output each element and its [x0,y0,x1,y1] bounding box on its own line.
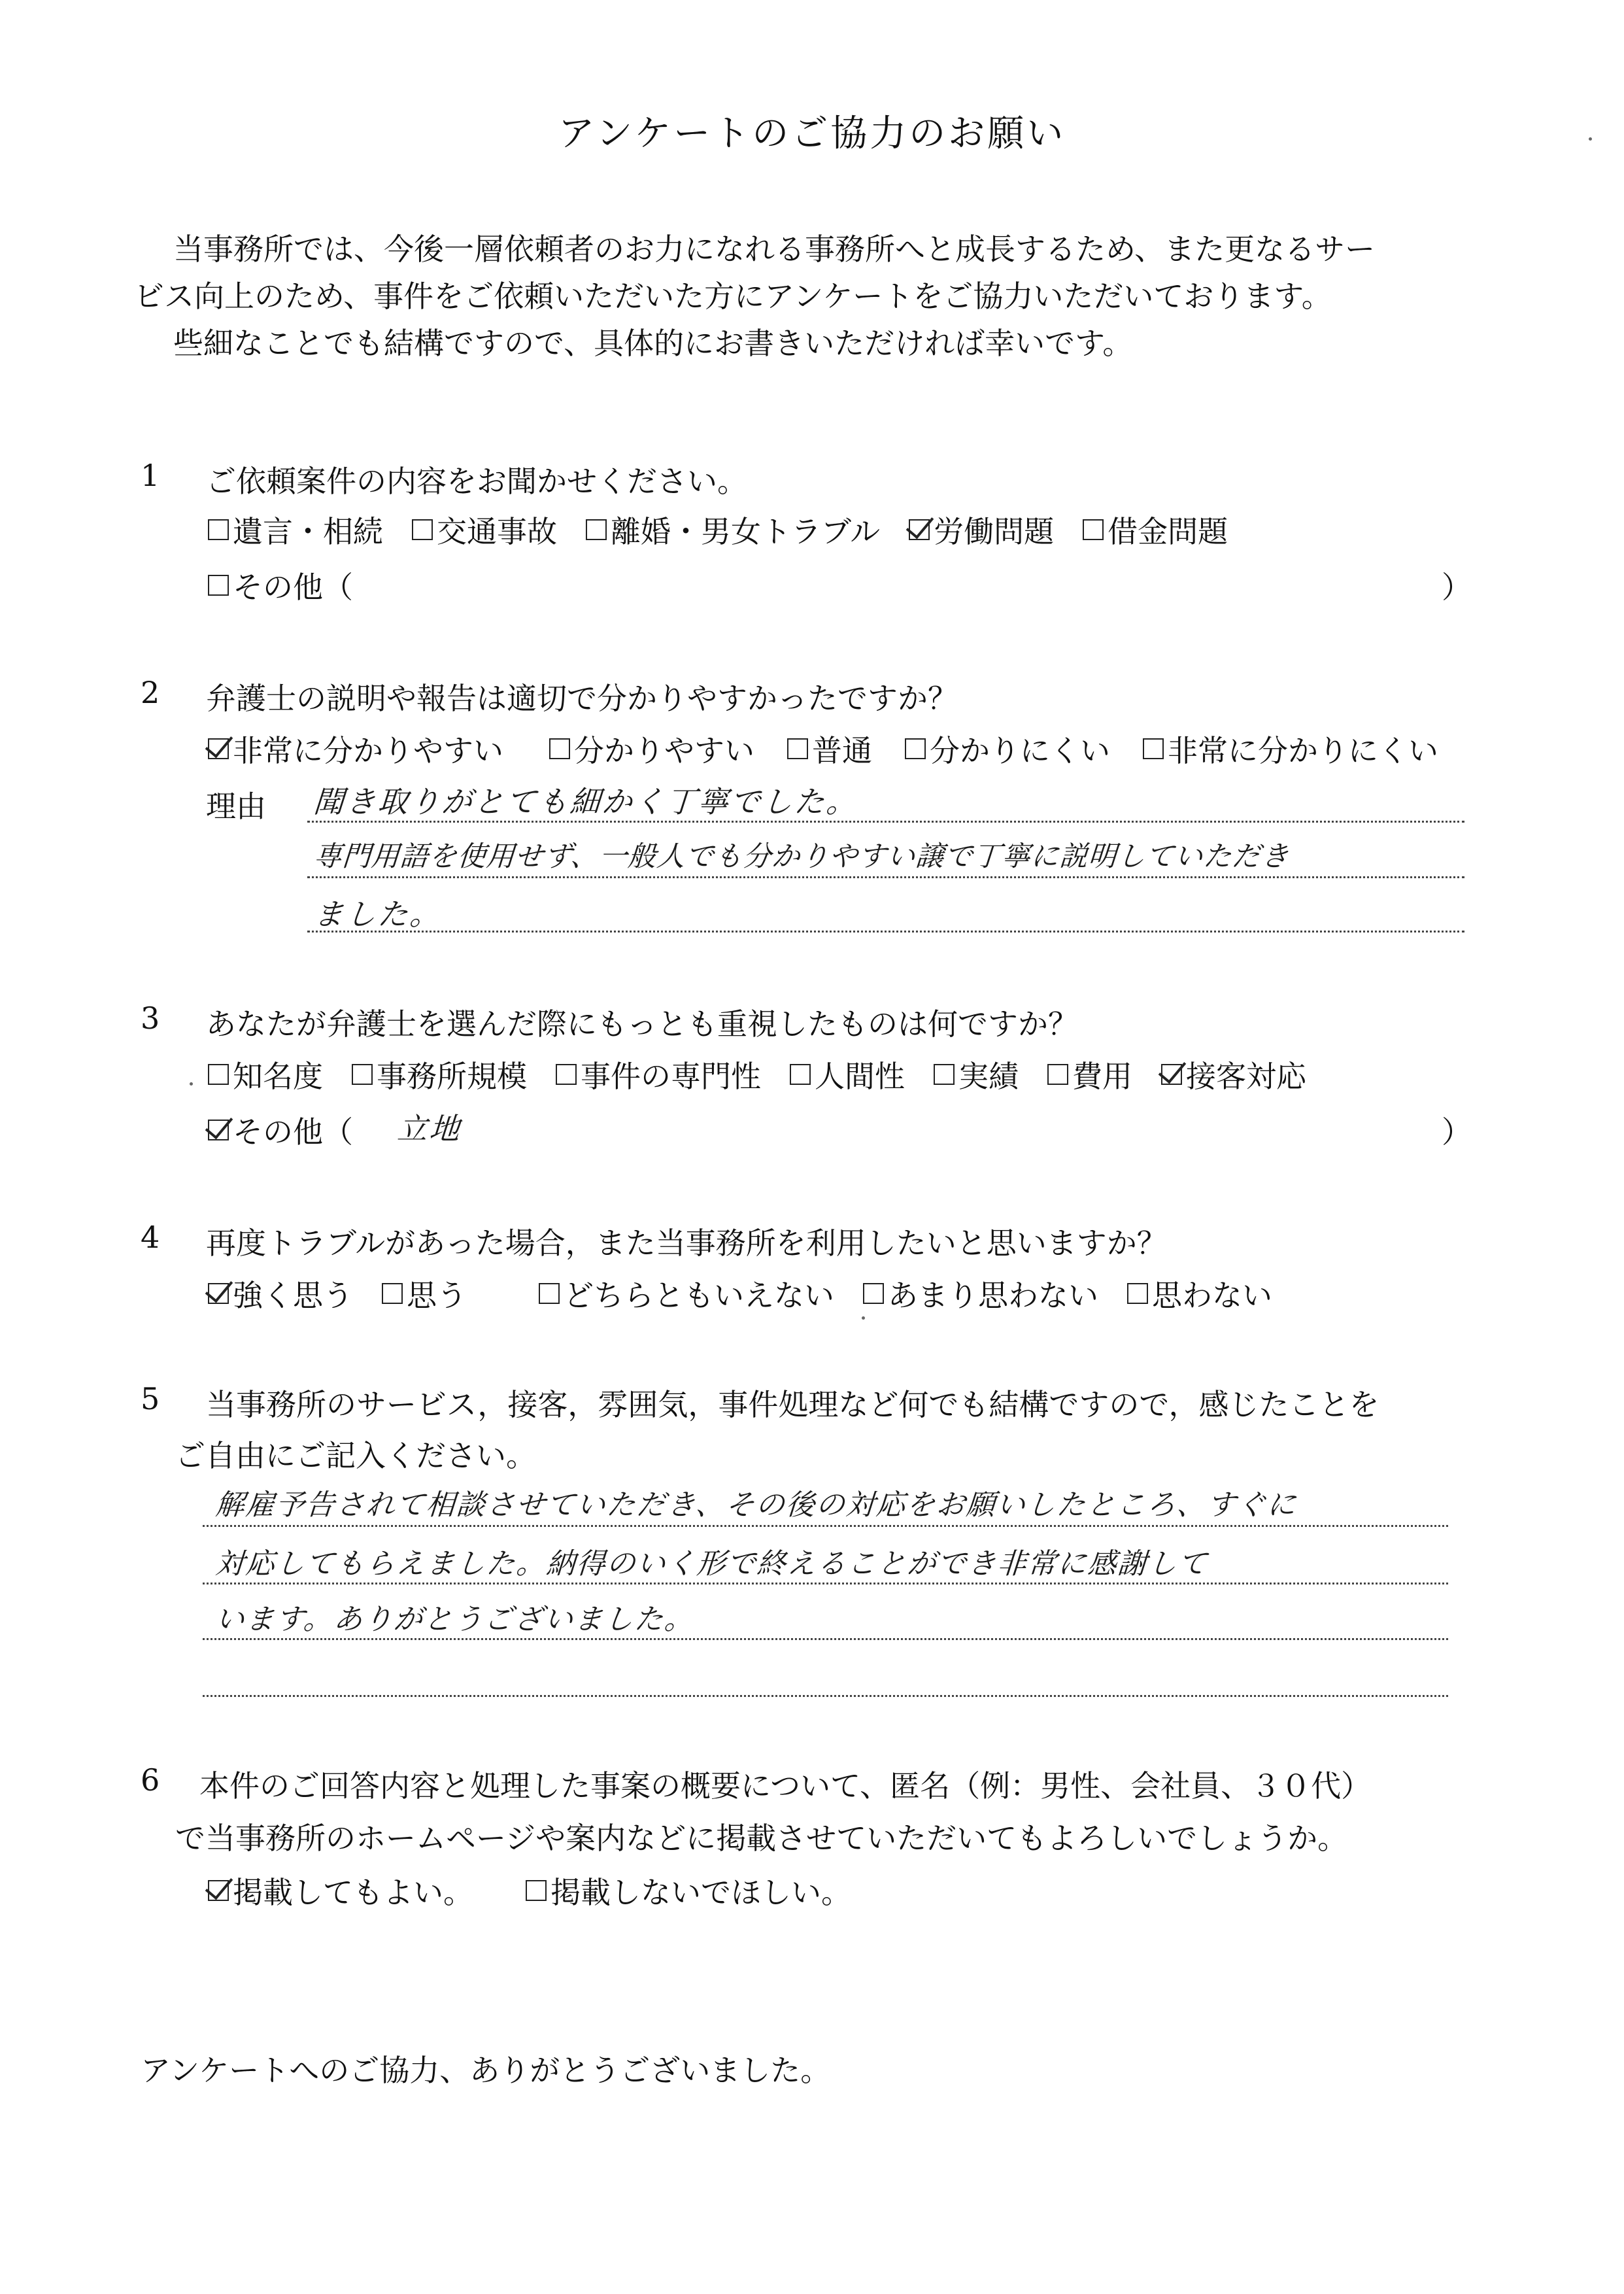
question-text: ご依頼案件の内容をお聞かせください。 [206,464,747,499]
checkbox-checked[interactable] [1161,1064,1182,1085]
q3-option-firm-size[interactable]: 事務所規模 [352,1053,527,1096]
question-number: 6 [141,1762,160,1798]
answer-line [307,931,1464,933]
checkbox[interactable] [934,1064,955,1085]
checkbox[interactable] [586,519,607,540]
checkbox-checked[interactable] [909,519,930,540]
checkbox[interactable] [790,1064,811,1085]
q3-other-row [208,1108,382,1152]
checkbox[interactable] [539,1283,560,1304]
q3-option-other[interactable]: その他（ [208,1108,353,1152]
checkbox-checked[interactable] [208,1880,229,1901]
checkbox[interactable] [208,519,229,540]
question-number: 4 [141,1220,160,1255]
closing-message: アンケートへのご協力、ありがとうございました。 [141,2053,831,2088]
answer-line [203,1638,1448,1640]
answer-line [307,821,1464,823]
question-text: 弁護士の説明や報告は適切で分かりやすかったですか？ [206,681,958,716]
q4-option-disagree-somewhat[interactable]: あまり思わない [863,1272,1098,1315]
q1-other-row [208,564,382,607]
question-6-continued: で当事務所のホームページや案内などに掲載させていただいてもよろしいでしょうか。 [175,1821,1348,1856]
q2-option-unclear[interactable]: 分かりにくい [905,727,1110,770]
q5-handwritten-line-2: 対応してもらえました。納得のいく形で終えることができ非常に感謝して [214,1547,1210,1581]
checkbox[interactable] [905,738,926,759]
checkbox-checked[interactable] [208,1120,229,1140]
q2-options [208,727,1438,770]
question-number: 5 [141,1381,160,1416]
question-number: 3 [141,1001,160,1036]
q3-option-fame[interactable]: 知名度 [208,1053,323,1096]
question-text: あなたが弁護士を選んだ際にもっとも重視したものは何ですか？ [206,1006,1078,1042]
checkbox[interactable] [526,1880,547,1901]
q2-option-average[interactable]: 普通 [787,727,872,770]
q3-other-handwritten: 立地 [396,1111,463,1146]
checkbox[interactable] [412,519,433,540]
paren-close: ） [1442,1114,1472,1150]
checkbox[interactable] [352,1064,373,1085]
q3-option-customer-service[interactable]: 接客対応 [1161,1053,1306,1096]
checkbox[interactable] [208,575,229,596]
checkbox[interactable] [1047,1064,1068,1085]
q1-option-labor[interactable]: 労働問題 [909,508,1054,551]
checkbox[interactable] [1083,519,1104,540]
paren-close: ） [1442,570,1472,605]
q3-options [208,1053,1306,1096]
q6-option-allow[interactable]: 掲載してもよい。 [208,1869,473,1912]
answer-line [203,1525,1448,1527]
answer-line [203,1695,1448,1697]
q4-options [208,1272,1301,1315]
checkbox[interactable] [1143,738,1164,759]
q1-options [208,508,1257,551]
q1-option-inheritance[interactable]: 遺言・相続 [208,508,383,551]
q1-option-debt[interactable]: 借金問題 [1083,508,1228,551]
scan-speck [1589,137,1592,141]
q2-option-clear[interactable]: 分かりやすい [549,727,754,770]
checkbox[interactable] [382,1283,403,1304]
q4-option-agree[interactable]: 思う [382,1272,467,1315]
q3-option-cost[interactable]: 費用 [1047,1053,1132,1096]
question-number: 2 [141,675,160,710]
q4-option-disagree[interactable]: 思わない [1127,1272,1272,1315]
q4-option-neutral[interactable]: どちらともいえない [539,1272,834,1315]
q5-handwritten-line-3: います。ありがとうございました。 [214,1603,696,1636]
q6-option-disallow[interactable]: 掲載しないでほしい。 [526,1869,851,1912]
checkbox[interactable] [556,1064,577,1085]
checkbox[interactable] [1127,1283,1148,1304]
answer-line [307,876,1464,878]
q3-option-expertise[interactable]: 事件の専門性 [556,1053,761,1096]
question-text: 当事務所のサービス，接客，雰囲気，事件処理など何でも結構ですので，感じたことを [206,1387,1379,1422]
question-number: 1 [141,458,160,493]
reason-handwritten-line-1: 聞き取りがとても細かく丁寧でした。 [312,784,860,819]
scan-speck [862,1316,865,1320]
q2-option-very-clear[interactable]: 非常に分かりやすい [208,727,503,770]
q3-option-track-record[interactable]: 実績 [934,1053,1019,1096]
q4-option-strongly-agree[interactable]: 強く思う [208,1272,353,1315]
intro-line-1: 当事務所では、今後一層依頼者のお力になれる事務所へと成長するため、また更なるサー [173,231,1376,267]
intro-paragraph [134,226,1481,367]
question-5-continued: ご自由にご記入ください。 [175,1438,536,1473]
question-text: 本件のご回答内容と処理した事案の概要について、匿名（例：男性、会社員、３０代） [199,1768,1372,1804]
checkbox-checked[interactable] [208,738,229,759]
checkbox[interactable] [208,1064,229,1085]
answer-line [203,1583,1448,1584]
intro-line-3: 些細なことでも結構ですので、具体的にお書きいただければ幸いです。 [173,326,1133,361]
q5-handwritten-line-1: 解雇予告されて相談させていただき、その後の対応をお願いしたところ、すぐに [214,1488,1298,1522]
q1-option-divorce[interactable]: 離婚・男女トラブル [586,508,880,551]
scan-speck [190,1082,193,1086]
checkbox-checked[interactable] [208,1283,229,1304]
checkbox[interactable] [787,738,808,759]
reason-label: 理由 [206,789,266,824]
question-text: 再度トラブルがあった場合，また当事務所を利用したいと思いますか？ [206,1225,1167,1261]
checkbox[interactable] [549,738,570,759]
q2-option-very-unclear[interactable]: 非常に分かりにくい [1143,727,1438,770]
checkbox[interactable] [863,1283,884,1304]
intro-line-2: ビス向上のため、事件をご依頼いただいた方にアンケートをご協力いただいております。 [134,279,1332,314]
reason-handwritten-line-3: ました。 [312,897,443,932]
q1-option-traffic-accident[interactable]: 交通事故 [412,508,557,551]
q6-options [208,1869,880,1912]
q1-option-other[interactable]: その他（ [208,564,353,607]
reason-handwritten-line-2: 専門用語を使用せず、一般人でも分かりやすい譲で丁寧に説明していただき [313,840,1291,873]
page-title: アンケートのご協力のお願い [558,112,1066,155]
q3-option-personality[interactable]: 人間性 [790,1053,905,1096]
